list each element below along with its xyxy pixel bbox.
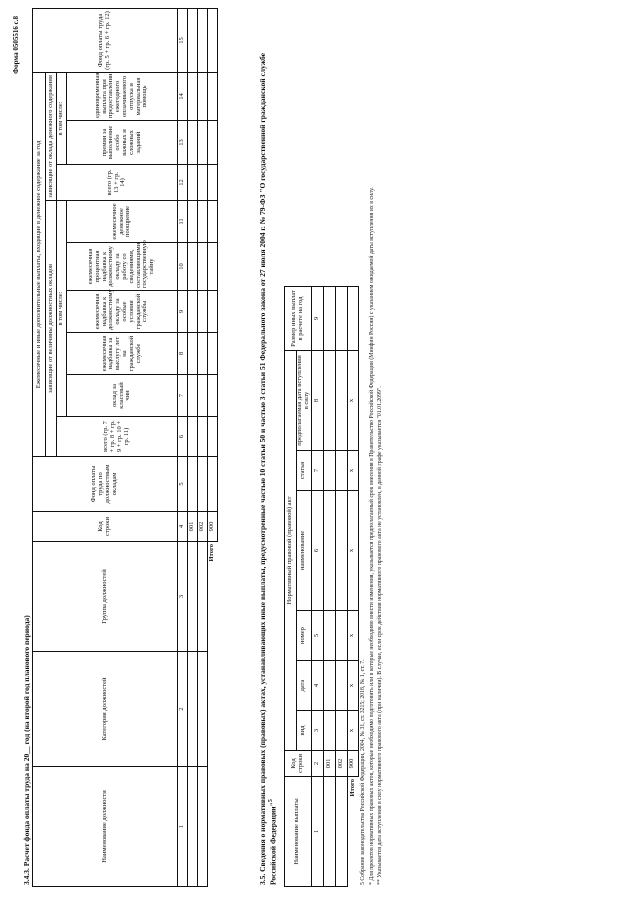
hdr2-act: Нормативный правовой (правовой) акт	[285, 350, 297, 750]
section2-title	[258, 25, 278, 885]
hdr-depends-pay: зависящие от оклада денежного содержания	[46, 73, 57, 201]
hdr2-type: вид	[297, 711, 312, 751]
hdr2-period: предполагаемая дата вступления в силу	[297, 350, 312, 450]
form-code: Форма 0505516 с.8	[12, 16, 20, 74]
colnum-7: 7	[178, 375, 188, 417]
footnote: ** Указывается дата вступления в силу нормативного правового акта (при наличии). В случае, если срок действия нормативного правового акта не установлен, в данной графе указывается "01.01.2099".	[377, 386, 384, 885]
fot-table	[32, 8, 218, 887]
footnote: * Для проектов нормативных правовых актов, которые необходимо подготовить или в которые необходимо внести изменения, указывается предполагаемый срок внесения в Правительство Российской Федерации (Минфин России) с указанием ожидаемой даты вступления их в силу.	[368, 187, 375, 885]
hdr-c14: единовременная выплата при предоставлении ежегодного оплачиваемого отпуска и материальная помощь	[67, 73, 178, 121]
total-row	[208, 9, 218, 887]
hdr-c13: премии за выполнение особо важных и сложных заданий	[67, 121, 178, 165]
colnum2-8: 8	[311, 350, 323, 450]
table-row	[335, 286, 347, 886]
table-row	[323, 286, 335, 886]
footnotes	[360, 15, 386, 885]
colnum-6: 6	[178, 417, 188, 457]
total-label: Итого	[208, 544, 216, 562]
colnum2-5: 5	[311, 611, 323, 661]
total2-code: 900	[347, 751, 359, 777]
colnum2-7: 7	[311, 451, 323, 491]
colnum-11: 11	[178, 201, 188, 243]
hdr-including-a: в том числе:	[57, 201, 67, 417]
hdr-total-b: всего (гр. 13 + гр. 14)	[57, 165, 178, 201]
x-mark: x	[347, 611, 359, 661]
colnum2-2: 2	[311, 751, 323, 777]
x-mark: x	[347, 661, 359, 711]
x-mark: x	[347, 350, 359, 450]
colnum-4: 4	[178, 512, 188, 542]
hdr2-date: дата	[297, 661, 312, 711]
colnum2-6: 6	[311, 491, 323, 611]
hdr-depends-salary: зависящие от величины должностных окладов	[46, 201, 57, 457]
hdr-c7: оклад за классный чин	[67, 375, 178, 417]
hdr2-size: Размер иных выплат в расчете на год	[285, 286, 312, 350]
hdr-c8: ежемесячная надбавка за выслугу лет на гражданской службе	[67, 333, 178, 375]
x-mark: x	[347, 711, 359, 751]
hdr2-act-name: наименование	[297, 491, 312, 611]
colnum-2: 2	[178, 652, 188, 767]
hdr2-name: Наименование выплаты	[285, 777, 312, 887]
hdr-total-a: всего (гр. 7 + гр. 8 + гр. 9 + гр. 10 + гр. 11)	[57, 417, 178, 457]
hdr-additional: Ежемесячные и иные дополнительные выплаты, входящие в денежное содержание за год	[33, 73, 46, 457]
section1-title: 3.4.3. Расчет фонда оплаты труда на 20__ год (на второй год планового периода)	[22, 615, 31, 885]
x-mark: x	[347, 451, 359, 491]
row2-code: 001	[323, 751, 335, 777]
section2-title-text: 3.5. Сведения о нормативных правовых (правовых) актах, устанавливающих иные выплаты, предусмотренные частью 10 статьи 50 и частью 3 статьи 51 Федерального закона от 27 июля 2004 г. № 79-ФЗ "О государственной гражданской службе Российской Федерации"	[258, 52, 278, 885]
colnum2-1: 1	[311, 777, 323, 887]
colnum-5: 5	[178, 457, 188, 512]
hdr-c11: ежемесячное денежное поощрение	[67, 201, 178, 243]
hdr-c9: ежемесячная надбавка к должностному окладу за особые условия гражданской службы	[67, 291, 178, 333]
colnum-9: 9	[178, 291, 188, 333]
row-code: 001	[188, 512, 198, 542]
colnum2-3: 3	[311, 711, 323, 751]
hdr-fot-groups: Фонд оплаты труда (гр. 5 + гр. 6 + гр. 12)	[33, 9, 178, 73]
table-row	[198, 9, 208, 887]
table-row	[188, 9, 198, 887]
colnum-14: 14	[178, 73, 188, 121]
hdr-category: Категория должностей	[33, 652, 178, 767]
colnum-10: 10	[178, 243, 188, 291]
hdr-c10: ежемесячная процентная надбавка к должностному окладу за работу со сведениями, составляющими государственную тайну	[67, 243, 178, 291]
row-code: 002	[198, 512, 208, 542]
x-mark: x	[347, 491, 359, 611]
footnote: 5 Собрание законодательства Российской Федерации, 2004, № 31, ст. 3215; 2018, № 1, ст. 7.	[360, 659, 366, 885]
hdr2-code: Код строки	[285, 751, 312, 777]
hdr2-article: статья	[297, 451, 312, 491]
colnum-8: 8	[178, 333, 188, 375]
colnum-1: 1	[178, 767, 188, 887]
hdr-name: Наименование должности	[33, 767, 178, 887]
total-code: 900	[208, 512, 218, 542]
acts-table	[284, 286, 359, 887]
hdr-group: Группа должностей	[33, 542, 178, 652]
colnum-15: 15	[178, 9, 188, 73]
hdr-fot-salary: Фонд оплаты труда по должностным окладам	[33, 457, 178, 512]
total-row	[347, 286, 359, 886]
colnum-12: 12	[178, 165, 188, 201]
total2-label: Итого	[348, 779, 356, 797]
colnum2-9: 9	[311, 286, 323, 350]
colnum-3: 3	[178, 542, 188, 652]
footnote-marker: 5	[267, 799, 275, 803]
hdr-including-b: в том числе:	[57, 73, 67, 165]
hdr-code: Код строки	[33, 512, 178, 542]
colnum-13: 13	[178, 121, 188, 165]
row2-code: 002	[335, 751, 347, 777]
hdr2-number: номер	[297, 611, 312, 661]
colnum2-4: 4	[311, 661, 323, 711]
